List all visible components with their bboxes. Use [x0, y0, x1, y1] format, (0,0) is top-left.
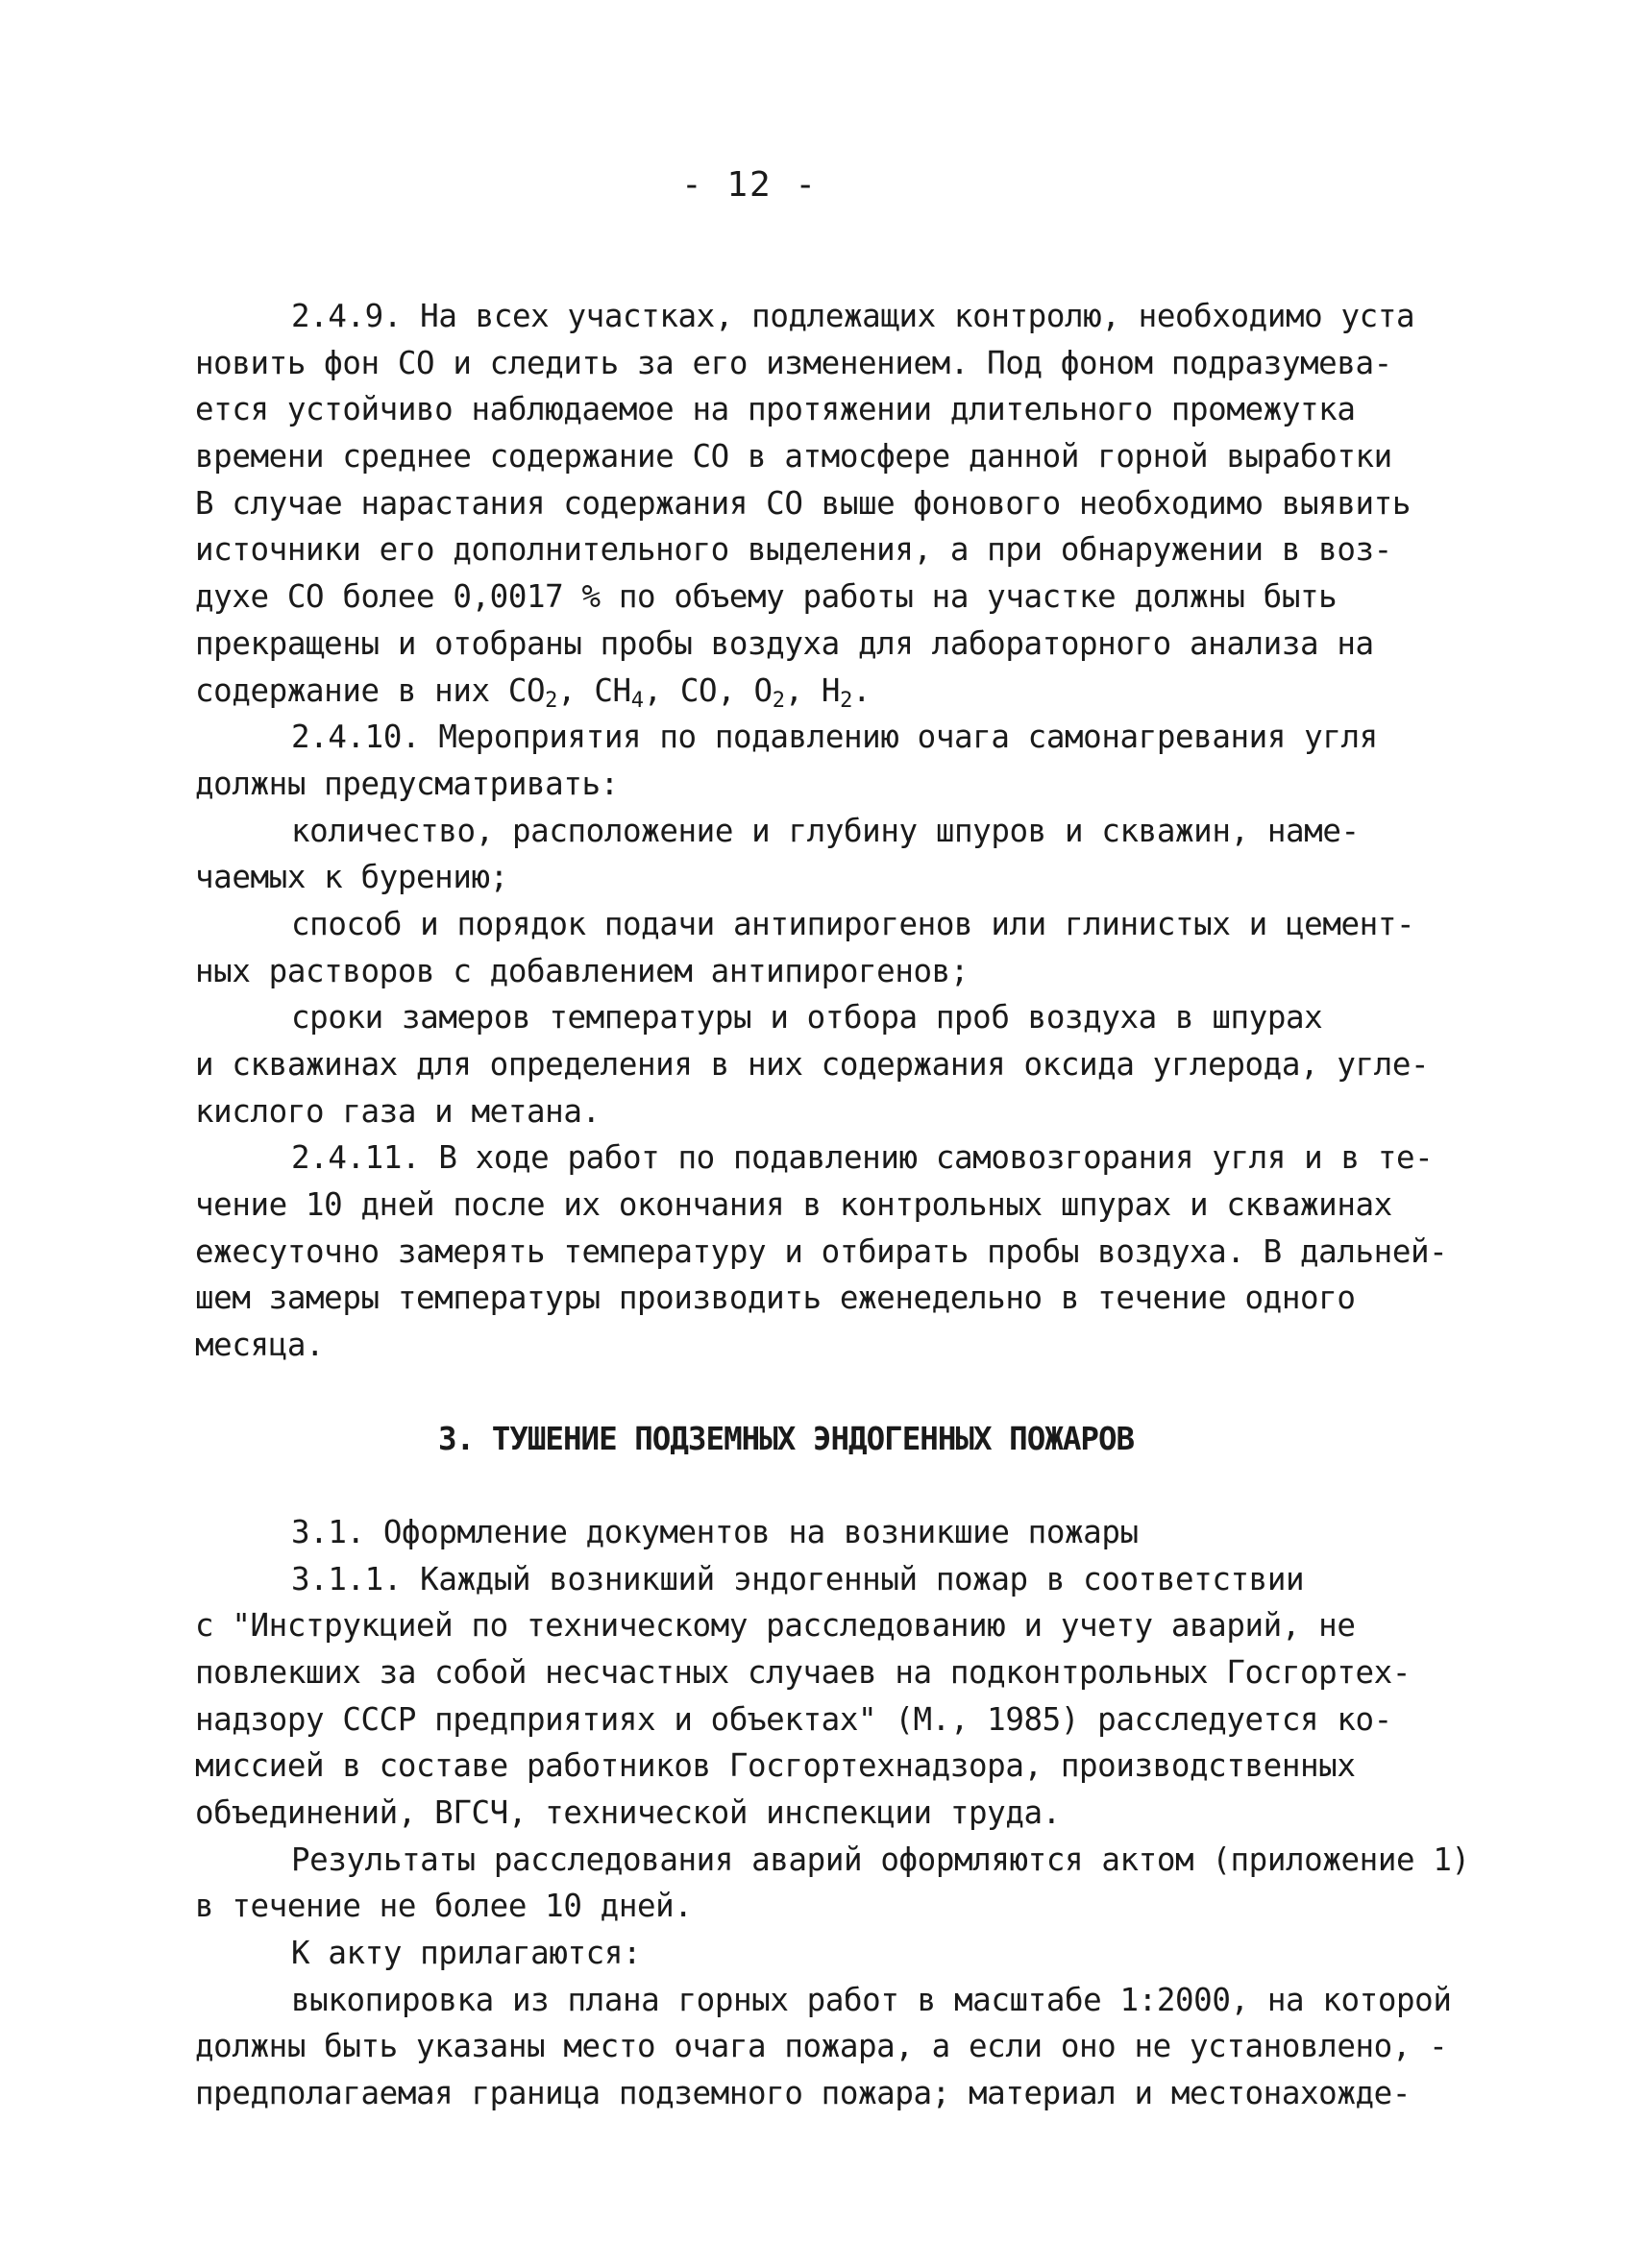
text-line	[195, 901, 1483, 948]
text-segment: сроки замеров температуры и отбора проб воздуха в шпурах	[291, 999, 1323, 1036]
spacer	[195, 1369, 1483, 1416]
text-segment: 3.1.1. Каждый возникший эндогенный пожар в соответствии	[291, 1560, 1305, 1597]
text-line	[195, 1930, 1483, 1977]
text-line	[195, 621, 1483, 668]
text-line	[195, 526, 1483, 573]
text-segment: способ и порядок подачи антипирогенов или глинистых и цемент-	[291, 905, 1415, 942]
text-segment: духе СО более 0,0017 % по объему работы на участке должны быть	[195, 578, 1338, 616]
subscript: 4	[630, 688, 644, 713]
text-segment: прекращены и отобраны пробы воздуха для лабораторного анализа на	[195, 624, 1374, 662]
subscript: 2	[840, 688, 852, 713]
text-segment: предполагаемая граница подземного пожара; материал и местонахожде-	[195, 2075, 1411, 2112]
spacer	[195, 1462, 1483, 1509]
text-line	[195, 1696, 1483, 1744]
text-line	[195, 1649, 1483, 1696]
text-line	[195, 573, 1483, 621]
text-segment: ежесуточно замерять температуру и отбирать пробы воздуха. В дальней-	[195, 1232, 1448, 1270]
text-segment: повлекших за собой несчастных случаев на подконтрольных Госгортех-	[195, 1653, 1411, 1691]
text-segment: содержание в них СО	[195, 671, 546, 709]
text-segment: К акту прилагаются:	[291, 1935, 642, 1972]
text-line	[195, 1837, 1483, 1884]
text-line	[195, 386, 1483, 433]
text-segment: и скважинах для определения в них содержания оксида углерода, угле-	[195, 1046, 1430, 1083]
section-heading	[195, 1416, 1483, 1463]
text-line	[195, 948, 1483, 995]
text-segment: чаемых к бурению;	[195, 859, 508, 896]
text-line	[195, 854, 1483, 901]
text-segment: должны предусматривать:	[195, 765, 619, 802]
text-segment: надзору СССР предприятиях и объектах" (М., 1985) расследуется ко-	[195, 1700, 1392, 1738]
text-segment: миссией в составе работников Госгортехнадзора, производственных	[195, 1747, 1356, 1785]
text-segment: кислого газа и метана.	[195, 1092, 601, 1130]
text-line	[195, 1602, 1483, 1649]
text-line	[195, 1977, 1483, 2024]
page-number: - 12 -	[680, 165, 819, 205]
text-segment: выкопировка из плана горных работ в масштабе 1:2000, на которой	[291, 1981, 1452, 2018]
text-line	[195, 1509, 1483, 1556]
text-line	[195, 994, 1483, 1041]
text-segment: .	[851, 671, 872, 709]
text-line	[195, 340, 1483, 387]
text-line	[195, 1790, 1483, 1837]
text-line	[195, 1275, 1483, 1322]
text-line	[195, 1322, 1483, 1369]
text-segment: , СО, О	[643, 671, 773, 709]
text-segment: , Н	[784, 671, 841, 709]
text-line	[195, 808, 1483, 855]
text-segment: времени среднее содержание СО в атмосфере данной горной выработки	[195, 438, 1392, 476]
text-line	[195, 2070, 1483, 2117]
text-segment: чение 10 дней после их окончания в контрольных шпурах и скважинах	[195, 1186, 1392, 1224]
text-line	[195, 1134, 1483, 1182]
text-line	[195, 1229, 1483, 1276]
text-segment: объединений, ВГСЧ, технической инспекции труда.	[195, 1794, 1061, 1831]
subscript: 2	[772, 688, 785, 713]
text-segment: , СН	[557, 671, 631, 709]
subscript: 2	[545, 688, 558, 713]
text-line	[195, 761, 1483, 808]
text-segment: в течение не более 10 дней.	[195, 1888, 693, 1925]
text-segment: В случае нарастания содержания СО выше фонового необходимо выявить	[195, 484, 1411, 522]
text-line	[195, 714, 1483, 761]
text-segment: 2.4.10. Мероприятия по подавлению очага самонагревания угля	[291, 719, 1378, 756]
text-line	[195, 480, 1483, 527]
text-segment: с "Инструкцией по техническому расследованию и учету аварий, не	[195, 1607, 1356, 1645]
text-segment: 2.4.11. В ходе работ по подавлению самовозгорания угля и в те-	[291, 1139, 1434, 1177]
body-text	[195, 293, 1483, 2117]
text-segment: ных растворов с добавлением антипирогенов;	[195, 952, 969, 989]
text-segment: месяца.	[195, 1327, 325, 1364]
text-segment: 2.4.9. На всех участках, подлежащих контролю, необходимо уста	[291, 298, 1415, 334]
text-line	[195, 2023, 1483, 2070]
text-line	[195, 293, 1483, 340]
text-line	[195, 1556, 1483, 1603]
text-segment: должны быть указаны место очага пожара, а если оно не установлено, -	[195, 2028, 1448, 2065]
text-line	[195, 1883, 1483, 1930]
text-segment: количество, расположение и глубину шпуров и скважин, наме-	[291, 812, 1360, 849]
text-segment: 3. ТУШЕНИЕ ПОДЗЕМНЫХ ЭНДОГЕННЫХ ПОЖАРОВ	[438, 1420, 1135, 1457]
text-segment: Результаты расследования аварий оформляются актом (приложение 1)	[291, 1841, 1470, 1878]
text-segment: 3.1. Оформление документов на возникшие пожары	[291, 1513, 1139, 1550]
text-segment: источники его дополнительного выделения, а при обнаружении в воз-	[195, 531, 1392, 569]
text-line	[195, 1182, 1483, 1229]
text-line	[195, 668, 1483, 715]
text-segment: ется устойчиво наблюдаемое на протяжении длительного промежутка	[195, 391, 1356, 428]
text-line	[195, 1088, 1483, 1135]
text-line	[195, 433, 1483, 480]
text-segment: новить фон СО и следить за его изменением. Под фоном подразумева-	[195, 344, 1392, 381]
text-segment: шем замеры температуры производить еженедельно в течение одного	[195, 1280, 1356, 1317]
text-line	[195, 1743, 1483, 1790]
text-line	[195, 1041, 1483, 1088]
